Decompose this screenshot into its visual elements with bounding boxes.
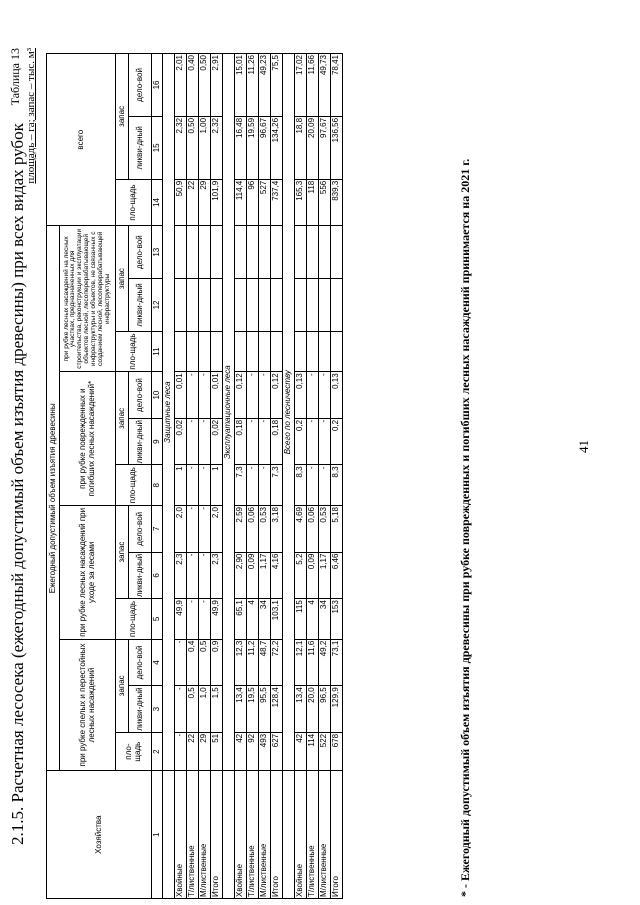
row-label: Итого <box>331 771 343 899</box>
table-cell: 678 <box>331 732 343 770</box>
column-number: 1 <box>152 771 163 899</box>
table-cell <box>307 331 319 372</box>
section-row <box>283 54 295 899</box>
table-cell: 2,32 <box>211 116 223 179</box>
table-cell <box>187 331 199 372</box>
group-main-header: Ежегодный допустимый объем изъятия древесины <box>47 226 60 771</box>
table-cell <box>307 279 319 332</box>
table-cell <box>235 226 247 279</box>
table-cell: - <box>259 418 271 465</box>
group-mature-header: при рубке спелых и перестойных лесных насаждений <box>60 639 116 771</box>
table-cell: 136,56 <box>331 116 343 179</box>
table-cell: 839,3 <box>331 179 343 226</box>
table-cell: 2,0 <box>211 505 223 552</box>
table-cell <box>247 226 259 279</box>
table-cell: 19,59 <box>247 116 259 179</box>
table-cell: 0,06 <box>247 505 259 552</box>
row-label: Итого <box>271 771 283 899</box>
table-cell: 75,5 <box>271 54 283 117</box>
table-cell: - <box>307 465 319 506</box>
table-cell: 0,12 <box>235 372 247 419</box>
section-title: Защитные леса <box>163 54 175 771</box>
table-cell: 4 <box>247 599 259 640</box>
table-cell: 1,0 <box>199 686 211 733</box>
table-cell <box>187 226 199 279</box>
table-cell: 42 <box>295 732 307 770</box>
business-header: дело-вой <box>129 639 152 686</box>
table-cell: - <box>259 465 271 506</box>
table-cell: 20,0 <box>307 686 319 733</box>
table-cell <box>295 331 307 372</box>
table-cell: 0,9 <box>211 639 223 686</box>
stock-header: запас <box>116 505 129 598</box>
liquid-header: ликви-дный <box>129 686 152 733</box>
column-number-row <box>152 54 163 899</box>
table-cell <box>199 331 211 372</box>
table-cell <box>271 331 283 372</box>
row-label: Т/лиственные <box>247 771 259 899</box>
column-number: 9 <box>152 418 163 465</box>
table-cell <box>259 279 271 332</box>
table-cell: - <box>187 418 199 465</box>
table-cell: 34 <box>319 599 331 640</box>
group-infrastructure-header: при рубке лесных насаждений на лесных участках, предназначенных для строительства, реконструкции и эксплуатации объектов лесной, лесоперерабатывающей инфраструктуры и объектов, не связанных с созданием лесной, лесоперерабатывающей инфраструктуры <box>60 226 116 372</box>
table-cell: 737,4 <box>271 179 283 226</box>
section-title: Всего по лесничеству <box>283 54 295 771</box>
table-cell <box>175 226 187 279</box>
row-label: Т/лиственные <box>187 771 199 899</box>
table-cell: 0,06 <box>307 505 319 552</box>
table-header <box>47 54 163 899</box>
table-cell: 11,66 <box>307 54 319 117</box>
table-cell: 527 <box>259 179 271 226</box>
table-cell <box>199 279 211 332</box>
table-cell: 114 <box>307 732 319 770</box>
table-cell: 34 <box>259 599 271 640</box>
table-cell <box>247 331 259 372</box>
table-cell: 0,53 <box>319 505 331 552</box>
stock-header: запас <box>116 372 129 465</box>
table-cell: 19,5 <box>247 686 259 733</box>
table-cell <box>187 279 199 332</box>
table-cell: 78,41 <box>331 54 343 117</box>
table-cell: 0,09 <box>307 552 319 599</box>
group-care-header: при рубке лесных насаждений при уходе за лесами <box>60 505 116 639</box>
table-cell: 627 <box>271 732 283 770</box>
table-cell: 11,2 <box>247 639 259 686</box>
group-total-header: всего <box>47 54 116 226</box>
table-cell: 4,16 <box>271 552 283 599</box>
table-cell: 15,01 <box>235 54 247 117</box>
table-cell <box>235 331 247 372</box>
column-number: 11 <box>152 331 163 372</box>
table-cell: 1 <box>211 465 223 506</box>
table-cell: 96,5 <box>319 686 331 733</box>
table-row <box>319 54 331 899</box>
table-cell: - <box>199 418 211 465</box>
business-header: дело-вой <box>129 54 152 117</box>
group-damaged-header: при рубке поврежденных и погибших лесных насаждений* <box>60 372 116 506</box>
table-row <box>259 54 271 899</box>
column-number: 6 <box>152 552 163 599</box>
table-cell: 114,4 <box>235 179 247 226</box>
table-cell: - <box>187 505 199 552</box>
table-cell: 50,9 <box>175 179 187 226</box>
section-spacer <box>223 771 235 899</box>
table-cell: - <box>187 552 199 599</box>
table-cell: 1,17 <box>319 552 331 599</box>
column-number: 3 <box>152 686 163 733</box>
table-cell: - <box>175 686 187 733</box>
table-cell: 0,01 <box>175 372 187 419</box>
table-cell <box>211 226 223 279</box>
table-cell: 0,01 <box>211 372 223 419</box>
footnote: * - Ежегодный допустимый объем изъятия древесины при рубке поврежденных и погибших лесных насаждений принимается на 2021 г. <box>458 158 472 897</box>
table-cell: 0,12 <box>271 372 283 419</box>
table-cell: 0,2 <box>331 418 343 465</box>
table-cell <box>271 226 283 279</box>
table-cell: 165,3 <box>295 179 307 226</box>
table-cell: 0,40 <box>187 54 199 117</box>
table-row <box>331 54 343 899</box>
business-header: дело-вой <box>129 372 152 419</box>
section-spacer <box>283 771 295 899</box>
table-cell: 493 <box>259 732 271 770</box>
stock-header: запас <box>116 226 129 331</box>
table-cell: 0,13 <box>331 372 343 419</box>
table-row <box>295 54 307 899</box>
table-cell <box>319 331 331 372</box>
table-cell: - <box>199 465 211 506</box>
liquid-header: ликви-дный <box>129 418 152 465</box>
column-number: 4 <box>152 639 163 686</box>
area-header: пло-щадь <box>116 179 152 226</box>
table-cell: 128,4 <box>271 686 283 733</box>
column-number: 13 <box>152 226 163 279</box>
table-cell: 8,3 <box>295 465 307 506</box>
table-cell: 73,1 <box>331 639 343 686</box>
table-cell: 22 <box>187 732 199 770</box>
table-cell <box>211 331 223 372</box>
column-number: 8 <box>152 465 163 506</box>
table-cell: 2,0 <box>175 505 187 552</box>
table-cell: 1,5 <box>211 686 223 733</box>
table-cell <box>295 279 307 332</box>
table-cell: 4,69 <box>295 505 307 552</box>
table-cell: 101,9 <box>211 179 223 226</box>
table-cell: 20,09 <box>307 116 319 179</box>
table-cell: 2,91 <box>211 54 223 117</box>
column-number: 12 <box>152 279 163 332</box>
table-cell: 556 <box>319 179 331 226</box>
table-cell: - <box>199 505 211 552</box>
table-cell: 8,3 <box>331 465 343 506</box>
table-cell: - <box>247 418 259 465</box>
table-row <box>187 54 199 899</box>
row-label: М/лиственные <box>319 771 331 899</box>
table-cell <box>319 226 331 279</box>
table-row <box>211 54 223 899</box>
table-cell: - <box>199 372 211 419</box>
table-row <box>307 54 319 899</box>
table-cell: 134,26 <box>271 116 283 179</box>
table-cell: - <box>247 465 259 506</box>
table-cell <box>331 331 343 372</box>
table-cell: 118 <box>307 179 319 226</box>
table-cell <box>259 331 271 372</box>
area-header: пло-щадь <box>116 331 152 372</box>
table-cell: 96 <box>247 179 259 226</box>
table-cell: 48,7 <box>259 639 271 686</box>
table-cell: - <box>319 372 331 419</box>
table-cell: 42 <box>235 732 247 770</box>
table-cell: 11,6 <box>307 639 319 686</box>
table-cell: - <box>187 372 199 419</box>
table-cell: 16,48 <box>235 116 247 179</box>
stock-header: запас <box>116 639 129 732</box>
col-owner-header: Хозяйства <box>47 771 152 899</box>
table-row <box>199 54 211 899</box>
section-row <box>163 54 175 899</box>
table-cell: 92 <box>247 732 259 770</box>
table-cell: 0,18 <box>271 418 283 465</box>
table-cell: 2,3 <box>211 552 223 599</box>
table-cell: 49,73 <box>319 54 331 117</box>
table-cell: 0,2 <box>295 418 307 465</box>
section-title: Эксплуатационные леса <box>223 54 235 771</box>
area-header: пло-щадь <box>116 465 152 506</box>
row-label: Т/лиственные <box>307 771 319 899</box>
table-cell: 1,00 <box>199 116 211 179</box>
table-cell: 12,1 <box>295 639 307 686</box>
table-cell: 7,3 <box>235 465 247 506</box>
table-cell: 18,8 <box>295 116 307 179</box>
table-body <box>163 54 343 899</box>
table-cell: - <box>187 599 199 640</box>
liquid-header: ликви-дный <box>129 552 152 599</box>
table-cell: 522 <box>319 732 331 770</box>
table-cell <box>295 226 307 279</box>
table-cell: 103,1 <box>271 599 283 640</box>
table-row <box>235 54 247 899</box>
table-cell: 1,17 <box>259 552 271 599</box>
page-number: 41 <box>576 440 591 453</box>
table-cell <box>175 279 187 332</box>
table-cell: 13,4 <box>235 686 247 733</box>
table-cell: 65,1 <box>235 599 247 640</box>
column-number: 10 <box>152 372 163 419</box>
table-cell: 0,02 <box>175 418 187 465</box>
table-cell: 153 <box>331 599 343 640</box>
section-row <box>223 54 235 899</box>
table-cell: 0,50 <box>187 116 199 179</box>
table-cell: 3,18 <box>271 505 283 552</box>
page-title: 2.1.5. Расчетная лесосека (ежегодный допустимый объем изъятия древесины) при всех видах рубок <box>8 123 27 845</box>
table-cell: 2,59 <box>235 505 247 552</box>
table-cell: 0,4 <box>187 639 199 686</box>
table-cell: 2,32 <box>175 116 187 179</box>
table-cell <box>307 226 319 279</box>
table-cell: 115 <box>295 599 307 640</box>
table-row <box>247 54 259 899</box>
table-cell: - <box>307 418 319 465</box>
table-cell <box>211 279 223 332</box>
table-cell: - <box>319 465 331 506</box>
table-cell: 72,2 <box>271 639 283 686</box>
table-cell: 96,67 <box>259 116 271 179</box>
liquid-header: ликви-дный <box>129 116 152 179</box>
table-cell: 51 <box>211 732 223 770</box>
table-cell: - <box>187 465 199 506</box>
table-number: Таблица 13 <box>8 48 22 106</box>
table-cell: - <box>175 639 187 686</box>
table-cell: 17,02 <box>295 54 307 117</box>
table-row <box>271 54 283 899</box>
table-cell: 49,9 <box>175 599 187 640</box>
table-cell <box>331 226 343 279</box>
row-label: Хвойные <box>235 771 247 899</box>
table-cell: 11,26 <box>247 54 259 117</box>
table-cell: - <box>307 372 319 419</box>
table-cell <box>259 226 271 279</box>
area-header: пло-щадь <box>116 599 152 640</box>
table-cell: 1 <box>175 465 187 506</box>
table-cell: 0,50 <box>199 54 211 117</box>
table-cell: 95,5 <box>259 686 271 733</box>
table-cell: 22 <box>187 179 199 226</box>
table-row <box>175 54 187 899</box>
table-cell: - <box>259 372 271 419</box>
table-cell <box>331 279 343 332</box>
column-number: 15 <box>152 116 163 179</box>
table-cell: - <box>199 599 211 640</box>
table-cell: 0,13 <box>295 372 307 419</box>
table-cell: - <box>199 552 211 599</box>
row-label: Итого <box>211 771 223 899</box>
business-header: дело-вой <box>129 505 152 552</box>
table-cell: 5,18 <box>331 505 343 552</box>
table-cell: - <box>247 372 259 419</box>
table-cell: - <box>319 418 331 465</box>
row-label: Хвойные <box>295 771 307 899</box>
table-cell: 4 <box>307 599 319 640</box>
row-label: Хвойные <box>175 771 187 899</box>
table-cell: 0,18 <box>235 418 247 465</box>
table-cell: 0,5 <box>199 639 211 686</box>
table-cell: 129,9 <box>331 686 343 733</box>
table-cell: 13,4 <box>295 686 307 733</box>
forest-table <box>46 53 343 899</box>
table-cell <box>175 331 187 372</box>
business-header: дело-вой <box>129 226 152 279</box>
row-label: М/лиственные <box>259 771 271 899</box>
table-cell: 97,67 <box>319 116 331 179</box>
table-cell: 0,53 <box>259 505 271 552</box>
column-number: 16 <box>152 54 163 117</box>
stock-header: запас <box>116 54 129 180</box>
table-cell: 2,01 <box>175 54 187 117</box>
table-cell: 2,90 <box>235 552 247 599</box>
table-cell: 2,3 <box>175 552 187 599</box>
table-cell: 12,3 <box>235 639 247 686</box>
table-cell: 49,23 <box>259 54 271 117</box>
table-cell: 49,2 <box>319 639 331 686</box>
table-cell: 5,2 <box>295 552 307 599</box>
column-number: 2 <box>152 732 163 770</box>
table-cell <box>235 279 247 332</box>
table-cell: 6,46 <box>331 552 343 599</box>
table-cell <box>319 279 331 332</box>
column-number: 5 <box>152 599 163 640</box>
table-cell <box>247 279 259 332</box>
table-cell: 0,02 <box>211 418 223 465</box>
table-cell: 0,09 <box>247 552 259 599</box>
liquid-header: ликви-дный <box>129 279 152 332</box>
column-number: 7 <box>152 505 163 552</box>
row-label: М/лиственные <box>199 771 211 899</box>
table-cell <box>199 226 211 279</box>
table-cell: 49,9 <box>211 599 223 640</box>
area-header: пло-щадь <box>116 732 152 770</box>
table-cell: 29 <box>199 732 211 770</box>
table-cell <box>271 279 283 332</box>
table-cell: 29 <box>199 179 211 226</box>
table-cell: 0,5 <box>187 686 199 733</box>
section-spacer <box>163 771 175 899</box>
column-number: 14 <box>152 179 163 226</box>
table-cell: - <box>175 732 187 770</box>
units-note: площадь – га; запас – тыс. м³ <box>25 48 37 184</box>
table-cell: 7,3 <box>271 465 283 506</box>
